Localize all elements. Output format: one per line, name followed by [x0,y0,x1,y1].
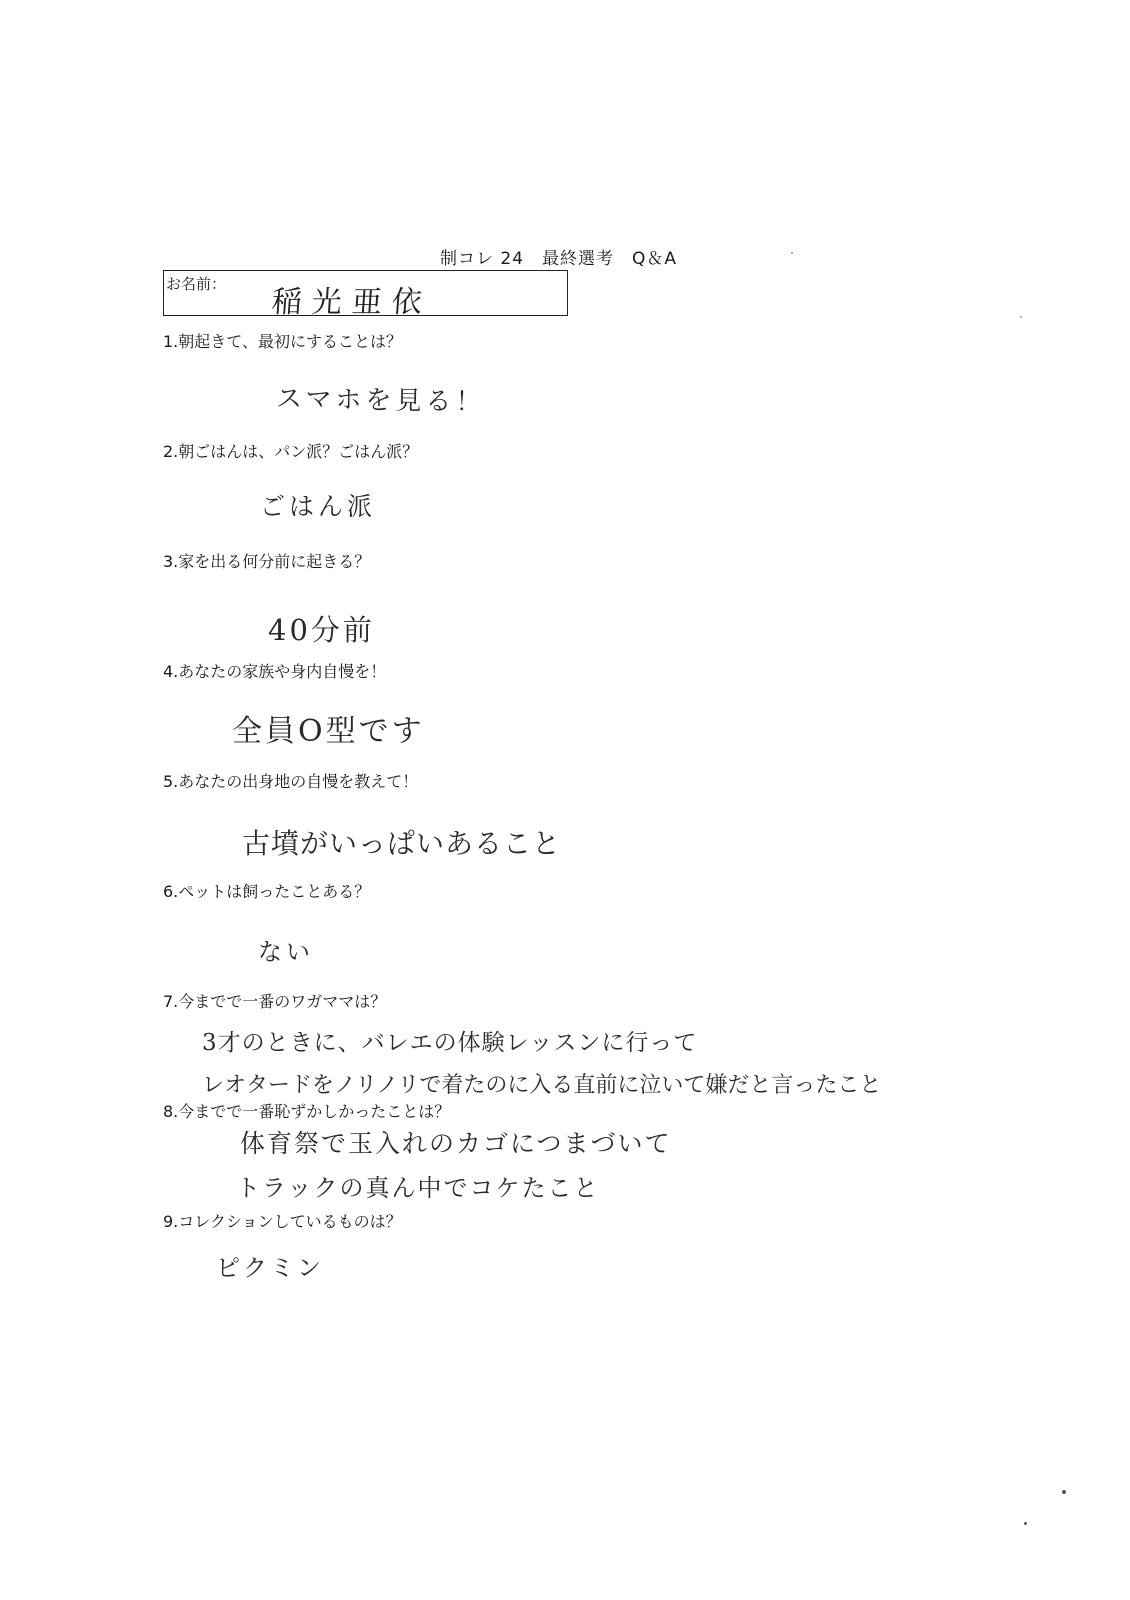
question-9: 9.コレクションしているものは？ [163,1212,402,1231]
answer-6: ない [258,938,314,966]
answer-9: ピクミン [216,1254,324,1282]
question-3: 3.家を出る何分前に起きる？ [163,552,371,571]
answer-2: ごはん派 [260,492,377,521]
question-2: 2.朝ごはんは、パン派？ごはん派？ [163,442,419,461]
answer-8-line-2: トラックの真ん中でコケたこと [236,1174,600,1202]
question-7: 7.今までで一番のワガママは？ [163,992,387,1011]
answer-1: スマホを見る！ [275,384,486,418]
question-5: 5.あなたの出身地の自慢を教えて！ [163,772,419,791]
answer-8-line-1: 体育祭で玉入れのカゴにつまづいて [240,1129,672,1158]
question-8: 8.今までで一番恥ずかしかったことは？ [163,1102,451,1121]
name-label: お名前： [166,275,227,293]
page-title: 制コレ 24 最終選考 Q＆A [440,249,678,269]
question-1: 1.朝起きて、最初にすることは？ [163,332,402,351]
scan-speck [1062,1490,1066,1494]
scan-speck [1020,316,1022,318]
answer-7-line-1: 3才のときに、バレエの体験レッスンに行って [202,1030,698,1056]
name-handwritten: 稲光亜依 [270,285,433,320]
scan-speck [791,252,793,254]
answer-7-line-2: レオタードをノリノリで着たのに入る直前に泣いて嫌だと言ったこと [202,1073,882,1098]
name-field-box [163,270,568,320]
question-4: 4.あなたの家族や身内自慢を！ [163,662,387,681]
answer-5: 古墳がいっぱいあること [242,827,562,860]
answer-3: 40分前 [268,613,375,647]
answer-4: 全員O型です [232,714,425,749]
question-6: 6.ペットは飼ったことある？ [163,882,371,901]
scan-speck [1024,1522,1027,1525]
